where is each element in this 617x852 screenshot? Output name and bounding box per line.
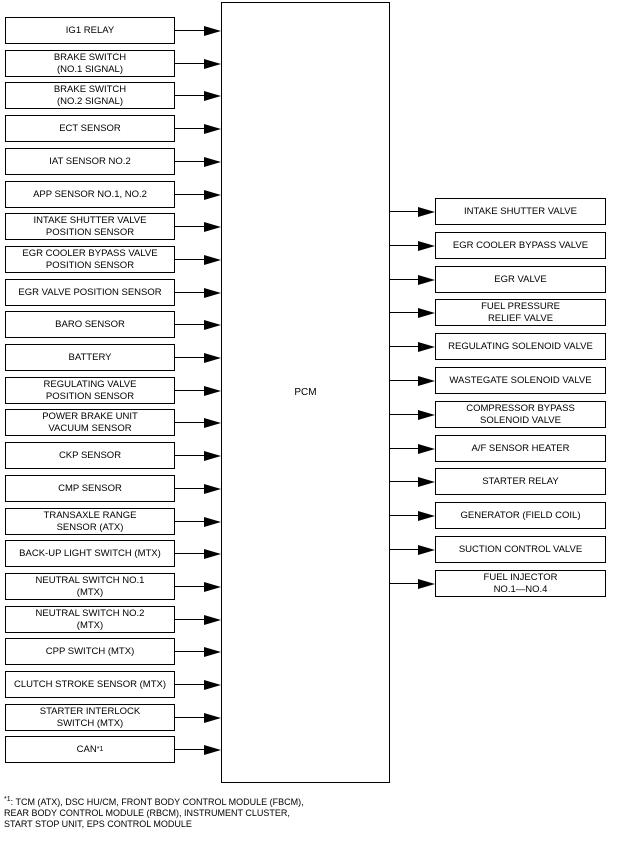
output-box bbox=[435, 266, 606, 293]
output-label: SUCTION CONTROL VALVE bbox=[458, 543, 583, 555]
output-label: COMPRESSOR BYPASS SOLENOID VALVE bbox=[466, 402, 575, 426]
output-label: A/F SENSOR HEATER bbox=[471, 442, 570, 454]
output-box bbox=[435, 367, 606, 394]
input-box bbox=[5, 475, 175, 502]
input-box bbox=[5, 181, 175, 208]
input-box bbox=[5, 115, 175, 142]
input-label: NEUTRAL SWITCH NO.1 (MTX) bbox=[35, 574, 145, 598]
input-box bbox=[5, 82, 175, 109]
footnote bbox=[4, 797, 604, 830]
output-label: WASTEGATE SOLENOID VALVE bbox=[449, 374, 592, 386]
output-box bbox=[435, 299, 606, 326]
input-box bbox=[5, 17, 175, 44]
input-box bbox=[5, 279, 175, 306]
output-label: INTAKE SHUTTER VALVE bbox=[464, 205, 577, 217]
input-box bbox=[5, 573, 175, 600]
input-label: CMP SENSOR bbox=[58, 482, 122, 494]
input-box bbox=[5, 377, 175, 404]
input-box bbox=[5, 311, 175, 338]
input-box: CAN *1 bbox=[5, 736, 175, 763]
input-box bbox=[5, 704, 175, 731]
output-box bbox=[435, 468, 606, 495]
input-box bbox=[5, 638, 175, 665]
input-label: CKP SENSOR bbox=[58, 449, 122, 461]
input-label: STARTER INTERLOCK SWITCH (MTX) bbox=[39, 705, 141, 729]
pcm-label: PCM bbox=[294, 387, 317, 398]
output-box bbox=[435, 536, 606, 563]
input-label: REGULATING VALVE POSITION SENSOR bbox=[43, 378, 137, 402]
input-label: BATTERY bbox=[68, 351, 112, 363]
input-label: EGR COOLER BYPASS VALVE POSITION SENSOR bbox=[22, 247, 158, 271]
output-label: FUEL INJECTOR NO.1—NO.4 bbox=[483, 571, 558, 595]
input-box bbox=[5, 409, 175, 436]
input-label: NEUTRAL SWITCH NO.2 (MTX) bbox=[35, 607, 145, 631]
input-label: POWER BRAKE UNIT VACUUM SENSOR bbox=[42, 410, 138, 434]
output-box bbox=[435, 502, 606, 529]
input-label: IAT SENSOR NO.2 bbox=[49, 155, 131, 167]
input-label: CAN bbox=[76, 743, 97, 755]
output-label: FUEL PRESSURE RELIEF VALVE bbox=[481, 300, 560, 324]
output-label: EGR VALVE bbox=[494, 273, 547, 285]
output-label: EGR COOLER BYPASS VALVE bbox=[452, 239, 589, 251]
input-box bbox=[5, 213, 175, 240]
input-box bbox=[5, 344, 175, 371]
input-label: CLUTCH STROKE SENSOR (MTX) bbox=[13, 678, 166, 690]
input-label: APP SENSOR NO.1, NO.2 bbox=[33, 188, 147, 200]
input-box bbox=[5, 50, 175, 77]
input-label: BRAKE SWITCH (NO.2 SIGNAL) bbox=[53, 83, 127, 107]
input-box bbox=[5, 606, 175, 633]
input-label: INTAKE SHUTTER VALVE POSITION SENSOR bbox=[33, 214, 147, 238]
pcm-block bbox=[221, 2, 390, 783]
input-label: CPP SWITCH (MTX) bbox=[45, 645, 135, 657]
output-box bbox=[435, 198, 606, 225]
output-label: REGULATING SOLENOID VALVE bbox=[448, 340, 593, 352]
input-box bbox=[5, 540, 175, 567]
input-label: TRANSAXLE RANGE SENSOR (ATX) bbox=[43, 509, 137, 533]
output-box bbox=[435, 570, 606, 597]
input-label: ECT SENSOR bbox=[59, 122, 121, 134]
input-label: BARO SENSOR bbox=[55, 318, 125, 330]
input-label: IG1 RELAY bbox=[65, 24, 115, 36]
output-box bbox=[435, 435, 606, 462]
input-box bbox=[5, 508, 175, 535]
input-label: EGR VALVE POSITION SENSOR bbox=[18, 286, 162, 298]
input-label: BACK-UP LIGHT SWITCH (MTX) bbox=[19, 547, 161, 559]
footnote-mark: *1 bbox=[4, 796, 11, 803]
footnote-text: : TCM (ATX), DSC HU/CM, FRONT BODY CONTROL MODULE (FBCM), REAR BODY CONTROL MODULE (RBCM), INSTRUMENT CLUSTER, START STOP UNIT, EPS CONTROL MODULE bbox=[4, 797, 304, 829]
input-box bbox=[5, 671, 175, 698]
input-label: BRAKE SWITCH (NO.1 SIGNAL) bbox=[53, 51, 127, 75]
input-box bbox=[5, 442, 175, 469]
output-label: GENERATOR (FIELD COIL) bbox=[460, 509, 581, 521]
output-box bbox=[435, 401, 606, 428]
output-box bbox=[435, 333, 606, 360]
input-box bbox=[5, 148, 175, 175]
input-box bbox=[5, 246, 175, 273]
output-box bbox=[435, 232, 606, 259]
output-label: STARTER RELAY bbox=[482, 475, 559, 487]
